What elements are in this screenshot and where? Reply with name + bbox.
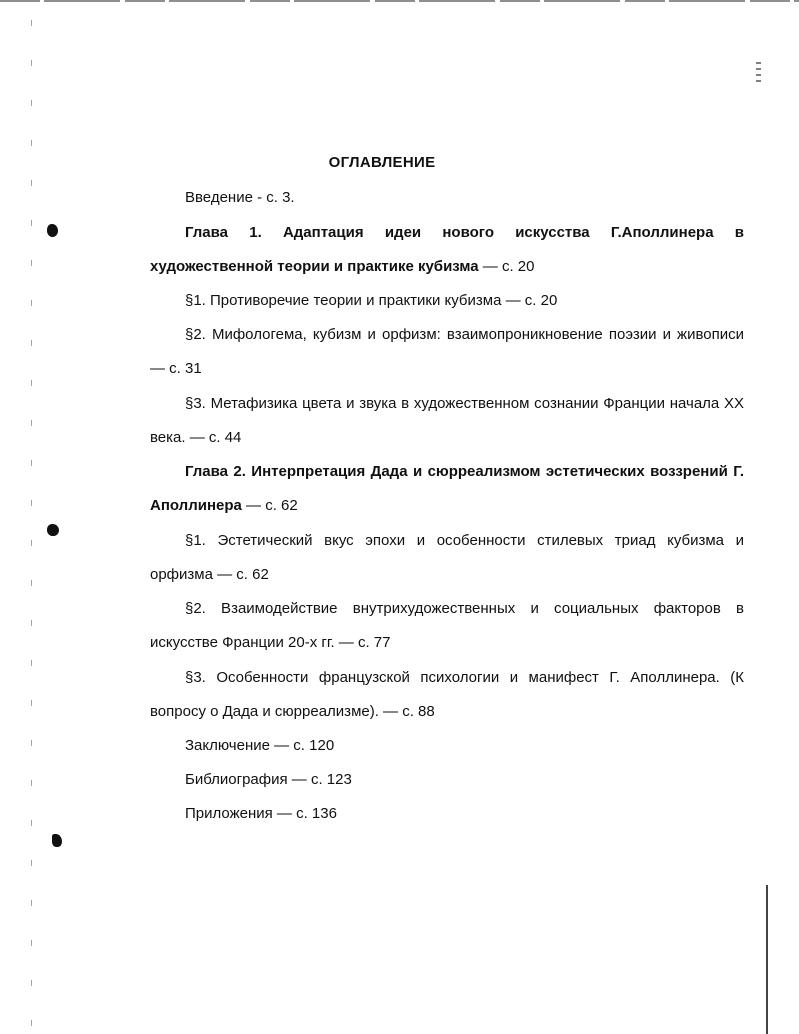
toc-entry-line [150, 489, 744, 523]
toc-entry-line: §2. Мифологема, кубизм и орфизм: взаимопроникновение поэзии и живописи [185, 326, 744, 343]
toc-entry-text: Заключение — с. 120 [185, 737, 335, 754]
toc-entry-ch1-section-1 [150, 284, 744, 318]
chapter-title-continued: художественной теории и практике кубизма [150, 258, 479, 275]
toc-entry-line: §2. Взаимодействие внутрихудожественных и социальных факторов в [185, 600, 744, 617]
toc-entry-text: Библиография — с. 123 [185, 771, 352, 788]
toc-entry-line: искусстве Франции 20-х гг. — с. 77 [150, 634, 391, 651]
toc-entry-chapter-1 [150, 216, 744, 284]
toc-entry-ch2-section-2 [150, 592, 744, 660]
toc-entry-ch1-section-3 [150, 387, 744, 455]
toc-entry-line: Глава 1. Адаптация идеи нового искусства Г.Аполлинера в [185, 224, 744, 241]
page-ref: — с. 20 [478, 258, 535, 275]
toc-entry-line: §3. Особенности французской психологии и манифест Г. Аполлинера. (К [185, 669, 744, 686]
toc-entry-line: — с. 31 [150, 360, 202, 377]
page-ref: — с. 62 [241, 497, 298, 514]
chapter-title-continued: Аполлинера [150, 497, 242, 514]
binding-hole-mark [47, 224, 58, 237]
toc-entry-ch2-section-3 [150, 661, 744, 729]
scan-left-edge [31, 20, 32, 1030]
toc-entry-text: Введение - с. 3. [185, 189, 295, 206]
toc-entry-line: века. — с. 44 [150, 429, 242, 446]
toc-entry-ch2-section-1 [150, 524, 744, 592]
scan-specks [756, 62, 761, 84]
toc-title: ОГЛАВЛЕНИЕ [328, 154, 436, 171]
toc-entry-ch1-section-2 [150, 318, 744, 386]
toc-entry-chapter-2 [150, 455, 744, 523]
toc-entry-line: вопросу о Дада и сюрреализме). — с. 88 [150, 703, 435, 720]
toc-entry-intro [150, 181, 744, 215]
scan-right-edge [766, 885, 768, 1034]
toc-entry-line: §3. Метафизика цвета и звука в художественном сознании Франции начала XX [185, 395, 744, 412]
toc-entry-line: Глава 2. Интерпретация Дада и сюрреализмом эстетических воззрений Г. [185, 463, 744, 480]
scan-top-edge [0, 0, 799, 2]
toc-entry-conclusion [150, 729, 744, 763]
toc-entry-appendices [150, 797, 744, 831]
toc-entry-line: §1. Эстетический вкус эпохи и особенности стилевых триад кубизма и [185, 532, 744, 549]
binding-hole-mark [52, 834, 62, 847]
toc-entry-line: орфизма — с. 62 [150, 566, 269, 583]
toc-entry-bibliography [150, 763, 744, 797]
toc-entry-line [150, 250, 744, 284]
binding-hole-mark [47, 524, 59, 536]
toc-entry-text: Приложения — с. 136 [185, 805, 337, 822]
toc-entry-text: §1. Противоречие теории и практики кубизма — с. 20 [185, 292, 558, 309]
